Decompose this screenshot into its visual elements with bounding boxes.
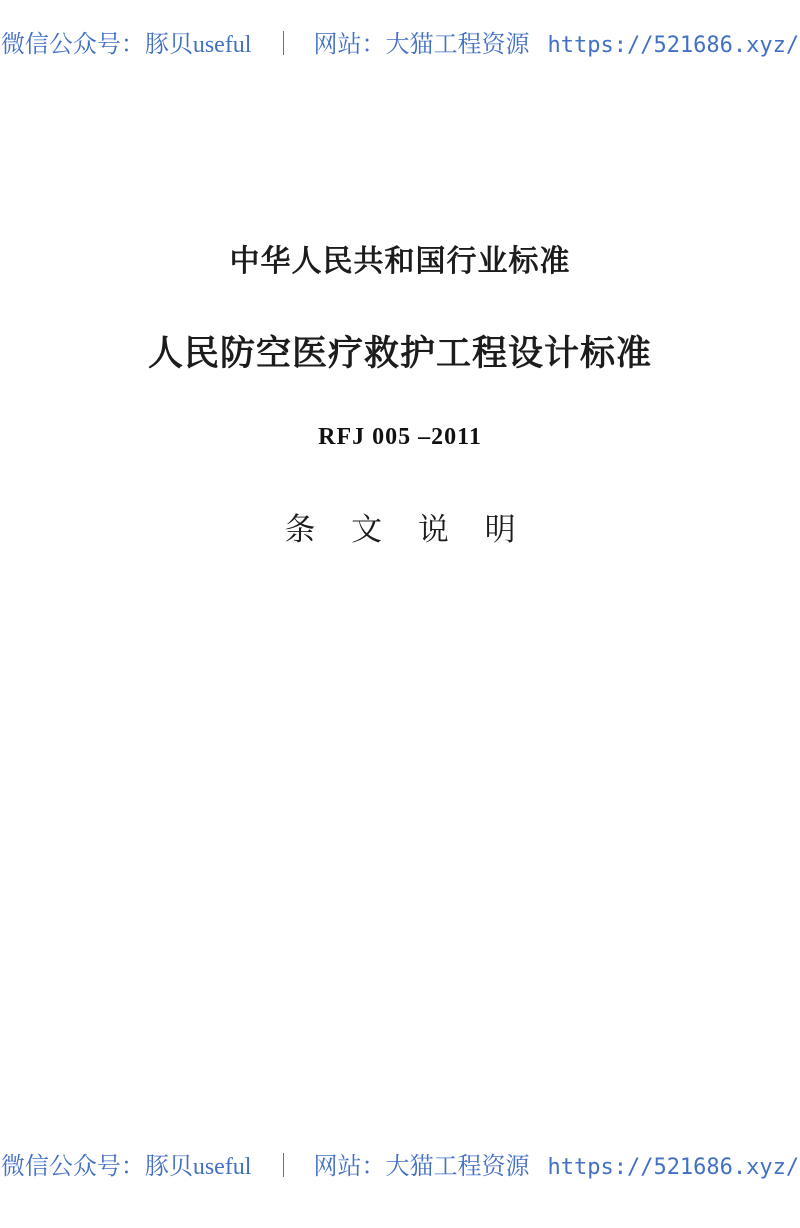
watermark-wechat-label: 微信公众号：豚贝useful xyxy=(0,32,252,58)
watermark-header xyxy=(0,28,800,63)
watermark-separator: ｜ xyxy=(271,32,296,58)
watermark-url: https://521686.xyz/ xyxy=(547,33,800,58)
watermark-site-label: 网站：大猫工程资源 xyxy=(313,32,530,58)
watermark-url: https://521686.xyz/ xyxy=(547,1155,800,1180)
watermark-separator: ｜ xyxy=(271,1154,296,1180)
watermark-site-label: 网站：大猫工程资源 xyxy=(313,1154,530,1180)
watermark-wechat-label: 微信公众号：豚贝useful xyxy=(0,1154,252,1180)
standard-type-heading: 中华人民共和国行业标准 xyxy=(229,245,571,278)
watermark-footer xyxy=(0,1150,800,1185)
standard-number: RFJ 005 –2011 xyxy=(318,424,482,450)
document-subtitle: 条 文 说 明 xyxy=(284,512,530,547)
document-title: 人民防空医疗救护工程设计标准 xyxy=(147,334,652,373)
